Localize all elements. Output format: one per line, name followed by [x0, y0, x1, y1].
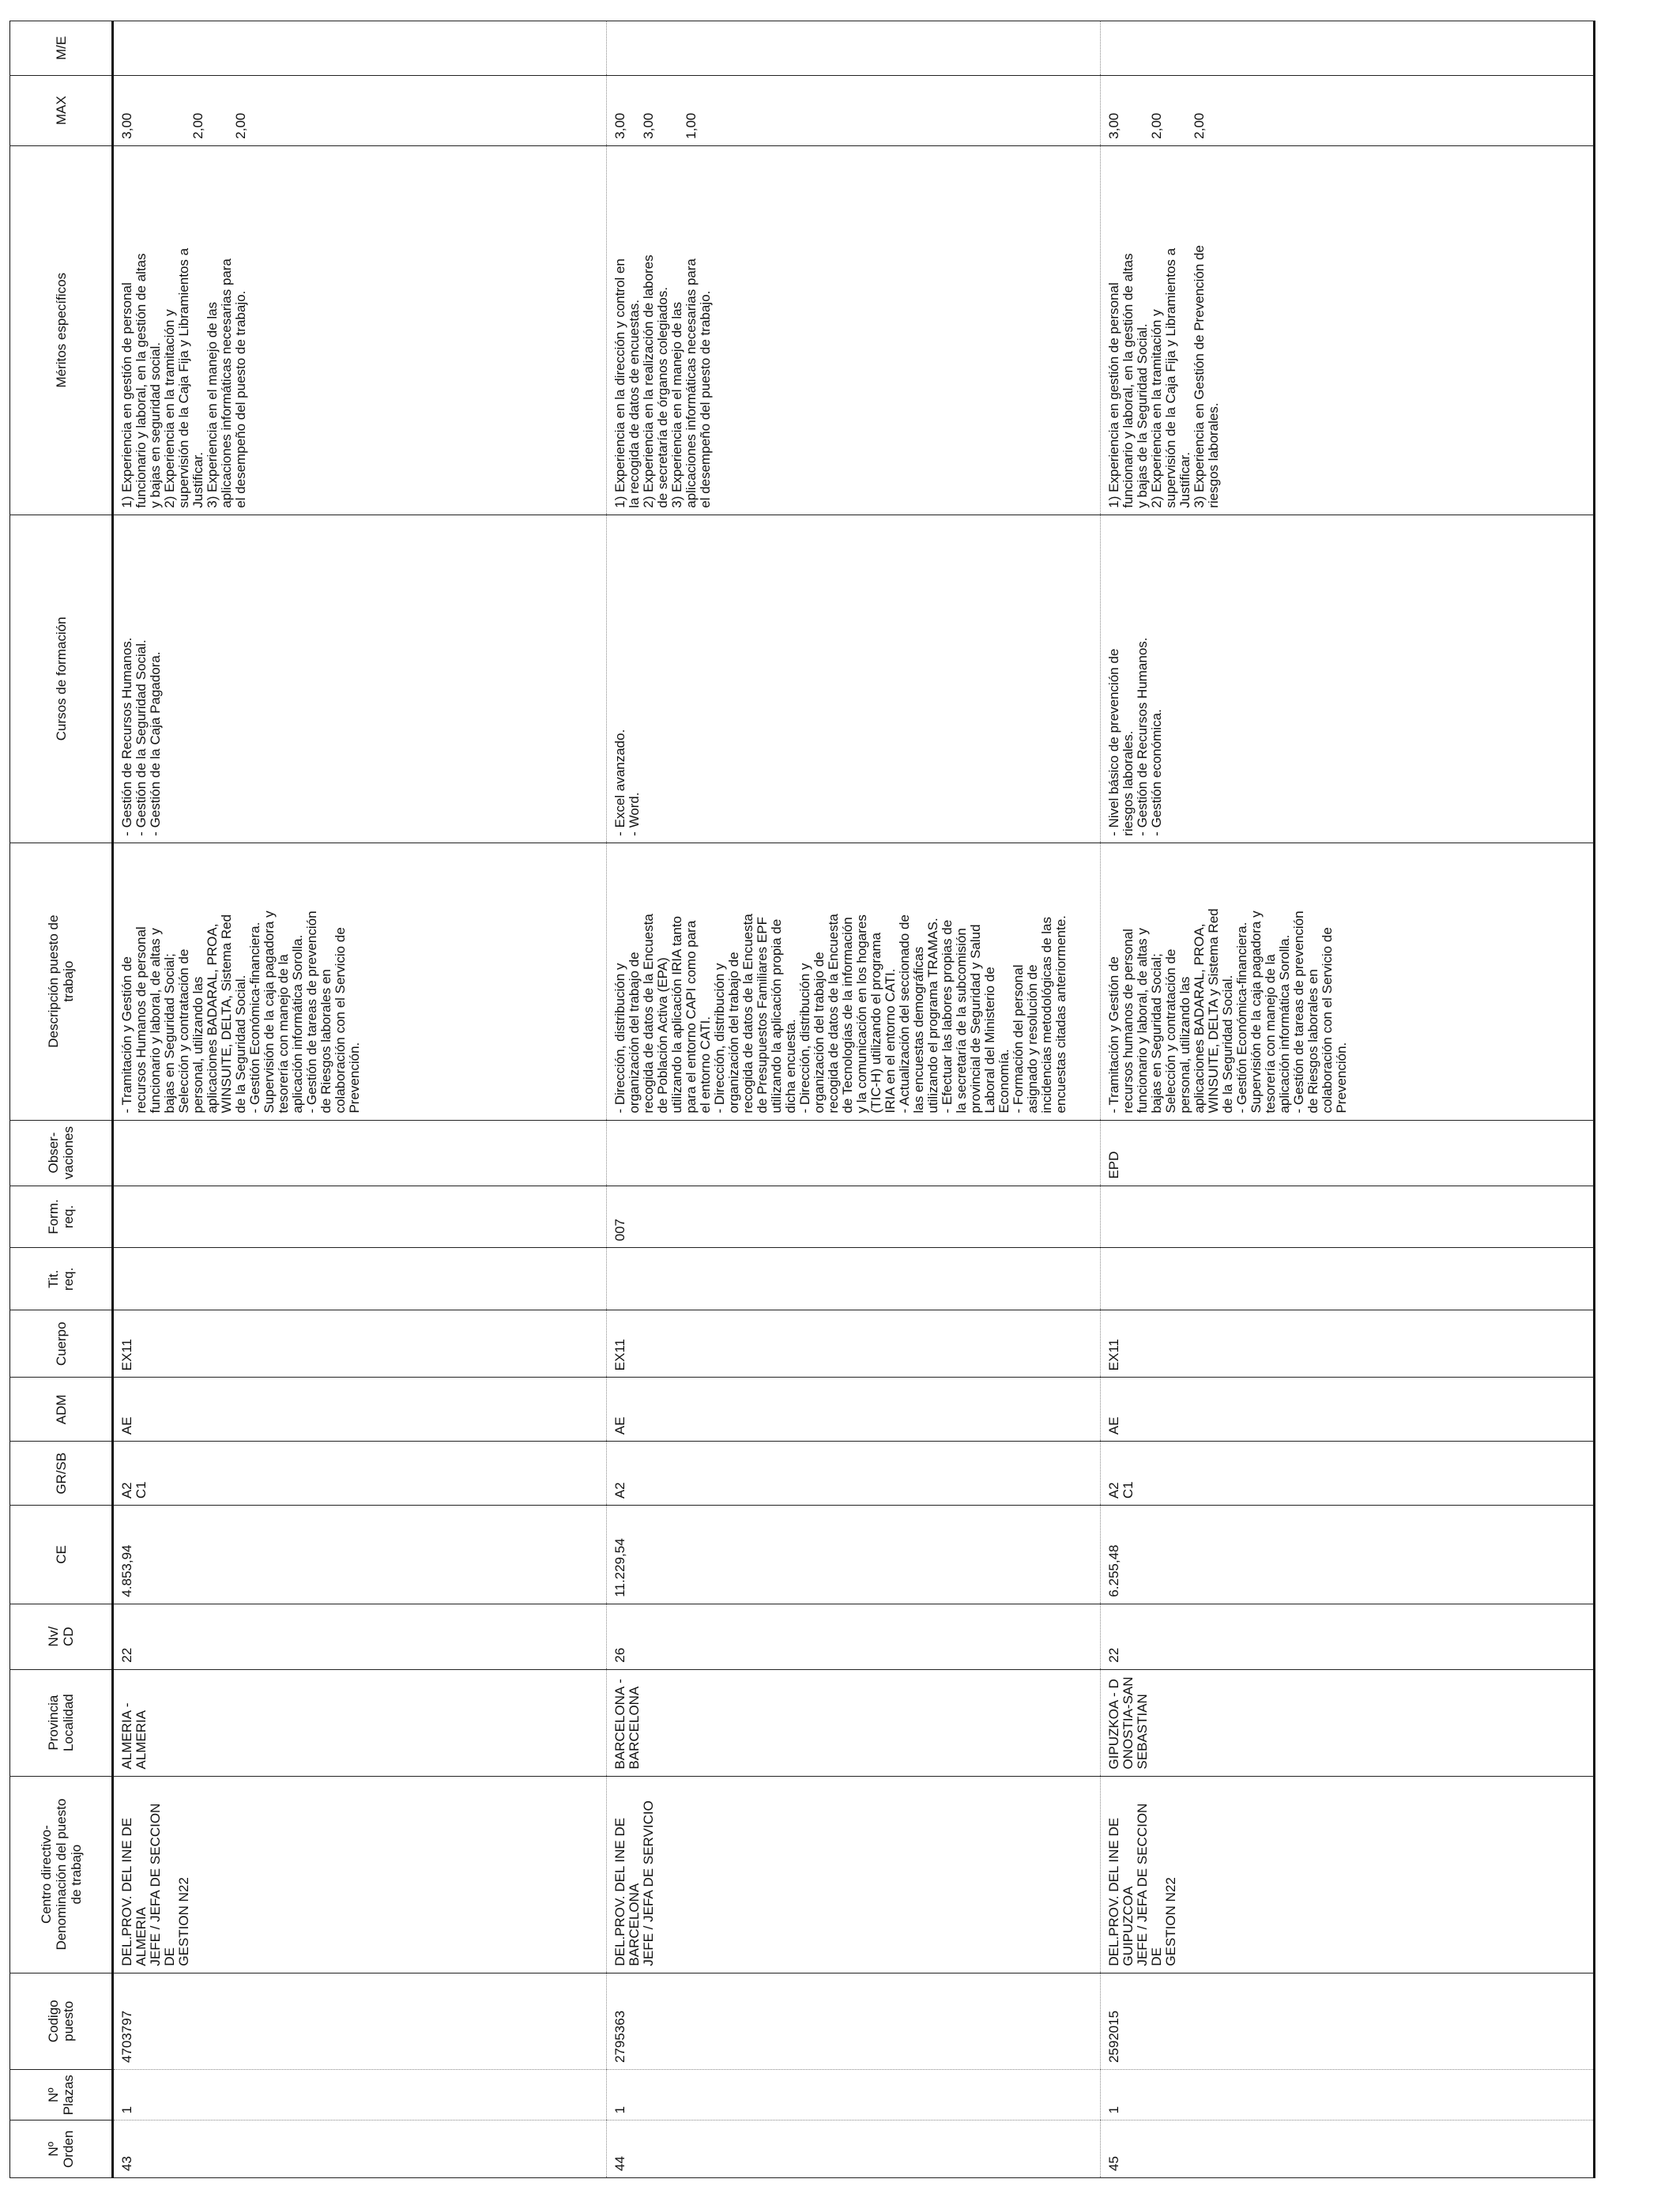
cell-adm: AE	[113, 1378, 607, 1442]
cell-centro	[1101, 1776, 1595, 1973]
max-value: 2,00	[1149, 112, 1164, 139]
max-value: 3,00	[641, 112, 656, 139]
cell-form	[1101, 1186, 1595, 1248]
puesto-denominacion: JEFE / JEFA DE SERVICIO	[641, 1800, 656, 1966]
cell-provincia: ALMERIA - ALMERIA	[113, 1669, 607, 1776]
merito-item: 1) Experiencia en la dirección y control en la recogida de datos de encuestas.	[612, 258, 642, 508]
cell-grsb: A2 C1	[1101, 1442, 1595, 1506]
table-row	[607, 21, 1101, 2178]
cell-centro	[607, 1776, 1101, 1973]
cell-me	[607, 21, 1101, 76]
cell-codigo: 2795363	[607, 1973, 1101, 2069]
header-form: Form. req.	[10, 1186, 113, 1248]
cell-cursos: - Gestión de Recursos Humanos. - Gestión de la Seguridad Social. - Gestión de la Caja Pagadora.	[113, 515, 607, 843]
centro-directivo: DEL.PROV. DEL INE DE GUIPUZCOA	[1106, 1817, 1136, 1966]
cell-meritos	[113, 145, 607, 515]
merito-item: 2) Experiencia en la realización de labores de secretaría de órganos colegiados.	[641, 254, 670, 508]
header-centro: Centro directivo- Denominación del puesto de trabajo	[10, 1776, 113, 1973]
cell-cuerpo: EX11	[607, 1310, 1101, 1378]
max-value: 1,00	[684, 112, 699, 139]
cell-tit	[607, 1248, 1101, 1310]
cell-max	[113, 75, 607, 145]
header-adm: ADM	[10, 1378, 113, 1442]
cell-grsb: A2 C1	[113, 1442, 607, 1506]
cell-plazas: 1	[1101, 2070, 1595, 2120]
merito-item: 1) Experiencia en gestión de personal funcionario y laboral, en la gestión de altas y bajas en seguridad social.	[119, 253, 163, 508]
header-cursos: Cursos de formación	[10, 515, 113, 843]
cell-meritos	[607, 145, 1101, 515]
header-provincia: Provincia Localidad	[10, 1669, 113, 1776]
max-value: 3,00	[119, 112, 134, 139]
max-value: 2,00	[190, 112, 205, 139]
cell-obs	[607, 1120, 1101, 1186]
centro-directivo: DEL.PROV. DEL INE DE BARCELONA	[612, 1817, 642, 1966]
max-value: 3,00	[1106, 112, 1121, 139]
cell-form	[113, 1186, 607, 1248]
table-row	[1101, 21, 1595, 2178]
header-row	[10, 21, 113, 2178]
cell-orden: 43	[113, 2120, 607, 2178]
puesto-denominacion: JEFE / JEFA DE SECCION DE GESTION N22	[148, 1803, 191, 1966]
positions-table	[9, 21, 1595, 2178]
merito-item: 2) Experiencia en la tramitación y supervisión de la Caja Fija y Libramientos a Justificar.	[162, 247, 205, 508]
cell-descripcion: - Tramitación y Gestión de recursos Humanos de personal funcionario y laboral, de altas y bajas en Seguridad Social; Selección y contratación de personal, utilizando las aplicaciones BADARAL, PROA, WINSUITE, DELTA, Sistema Red de la Seguridad Social. - Gestión Económica-financiera. Supervisión de la caja pagadora y tesorería con manejo de la aplicación informática Sorolla. - Gestión de tareas de prevención de Riesgos laborales en colaboración con el Servicio de Prevención.	[113, 843, 607, 1120]
cell-ce: 4.853,94	[113, 1506, 607, 1604]
cell-tit	[113, 1248, 607, 1310]
cell-cursos: - Nivel básico de prevención de riesgos laborales. - Gestión de Recursos Humanos. - Gestión económica.	[1101, 515, 1595, 843]
cell-form: 007	[607, 1186, 1101, 1248]
cell-ce: 11.229,54	[607, 1506, 1101, 1604]
cell-max	[1101, 75, 1595, 145]
merito-item: 3) Experiencia en el manejo de las aplicaciones informáticas necesarias para el desempeño del puesto de trabajo.	[205, 258, 248, 508]
cell-descripcion: - Dirección, distribución y organización del trabajo de recogida de datos de la Encuesta de Población Activa (EPA) utilizando la aplicación IRIA tanto para el entorno CAPI como para el entorno CATI. - Dirección, distribución y organización del trabajo de recogida de datos de la Encuesta de Presupuestos Familiares EPF utilizando la aplicación propia de dicha encuesta. - Dirección, distribución y organización del trabajo de recogida de datos de la Encuesta de Tecnologías de la información y la comunicación en los hogares (TIC-H) utilizando el programa IRIA en el entorno CATI. - Actualización del seccionado de las encuestas demográficas utilizando el programa TRAMAS. - Efectuar las labores propias de la secretaría de la subcomisión provincial de Seguridad y Salud Laboral del Ministerio de Economía. - Formación del personal asignado y resolución de incidencias metodológicas de las encuestas citadas anteriormente.	[607, 843, 1101, 1120]
table-row	[113, 21, 607, 2178]
cell-cuerpo: EX11	[113, 1310, 607, 1378]
header-nivel: Nv/ CD	[10, 1604, 113, 1669]
puesto-denominacion: JEFE / JEFA DE SECCION DE GESTION N22	[1135, 1803, 1178, 1966]
cell-cuerpo: EX11	[1101, 1310, 1595, 1378]
cell-plazas: 1	[607, 2070, 1101, 2120]
cell-cursos: - Excel avanzado. - Word.	[607, 515, 1101, 843]
header-cuerpo: Cuerpo	[10, 1310, 113, 1378]
cell-provincia: GIPUZKOA - D ONOSTIA-SAN SEBASTIAN	[1101, 1669, 1595, 1776]
merito-item: 3) Experiencia en el manejo de las aplicaciones informáticas necesarias para el desempeño del puesto de trabajo.	[669, 258, 713, 508]
cell-me	[1101, 21, 1595, 76]
header-descripcion: Descripción puesto de trabajo	[10, 843, 113, 1120]
cell-meritos	[1101, 145, 1595, 515]
header-meritos: Méritos específicos	[10, 145, 113, 515]
cell-codigo: 4703797	[113, 1973, 607, 2069]
cell-provincia: BARCELONA - BARCELONA	[607, 1669, 1101, 1776]
header-plazas: Nº Plazas	[10, 2070, 113, 2120]
cell-orden: 45	[1101, 2120, 1595, 2178]
header-orden: Nº Orden	[10, 2120, 113, 2178]
header-ce: CE	[10, 1506, 113, 1604]
cell-orden: 44	[607, 2120, 1101, 2178]
header-max: MAX	[10, 75, 113, 145]
header-me: M/E	[10, 21, 113, 76]
cell-obs	[113, 1120, 607, 1186]
cell-obs: EPD	[1101, 1120, 1595, 1186]
max-value: 2,00	[233, 112, 248, 139]
header-grsb: GR/SB	[10, 1442, 113, 1506]
header-obs: Obser- vaciones	[10, 1120, 113, 1186]
cell-grsb: A2	[607, 1442, 1101, 1506]
cell-codigo: 2592015	[1101, 1973, 1595, 2069]
centro-directivo: DEL.PROV. DEL INE DE ALMERIA	[119, 1817, 149, 1966]
cell-max	[607, 75, 1101, 145]
cell-nivel: 22	[113, 1604, 607, 1669]
cell-tit	[1101, 1248, 1595, 1310]
merito-item: 1) Experiencia en gestión de personal funcionario y laboral, en la gestión de altas y bajas de la Seguridad Social.	[1106, 253, 1150, 508]
cell-adm: AE	[607, 1378, 1101, 1442]
cell-ce: 6.255,48	[1101, 1506, 1595, 1604]
cell-nivel: 26	[607, 1604, 1101, 1669]
max-value: 3,00	[612, 112, 627, 139]
max-value: 2,00	[1192, 112, 1207, 139]
merito-item: 2) Experiencia en la tramitación y supervisión de la Caja Fija y Libramientos a Justificar.	[1149, 247, 1192, 508]
header-tit: Tit. req.	[10, 1248, 113, 1310]
cell-adm: AE	[1101, 1378, 1595, 1442]
cell-descripcion: - Tramitación y Gestión de recursos humanos de personal funcionario y laboral, de altas y bajas en Seguridad Social; Selección y contratación de personal, utilizando las aplicaciones BADARAL, PROA, WINSUITE, DELTA y Sistema Red de la Seguridad Social. - Gestión Económica-financiera. Supervisión de la caja pagadora y tesorería con manejo de la aplicación informática Sorolla. - Gestión de tareas de prevención de Riesgos laborales en colaboración con el Servicio de Prevención.	[1101, 843, 1595, 1120]
cell-nivel: 22	[1101, 1604, 1595, 1669]
merito-item: 3) Experiencia en Gestión de Prevención de riesgos laborales.	[1192, 245, 1221, 508]
header-codigo: Codigo puesto	[10, 1973, 113, 2069]
cell-me	[113, 21, 607, 76]
cell-plazas: 1	[113, 2070, 607, 2120]
cell-centro	[113, 1776, 607, 1973]
